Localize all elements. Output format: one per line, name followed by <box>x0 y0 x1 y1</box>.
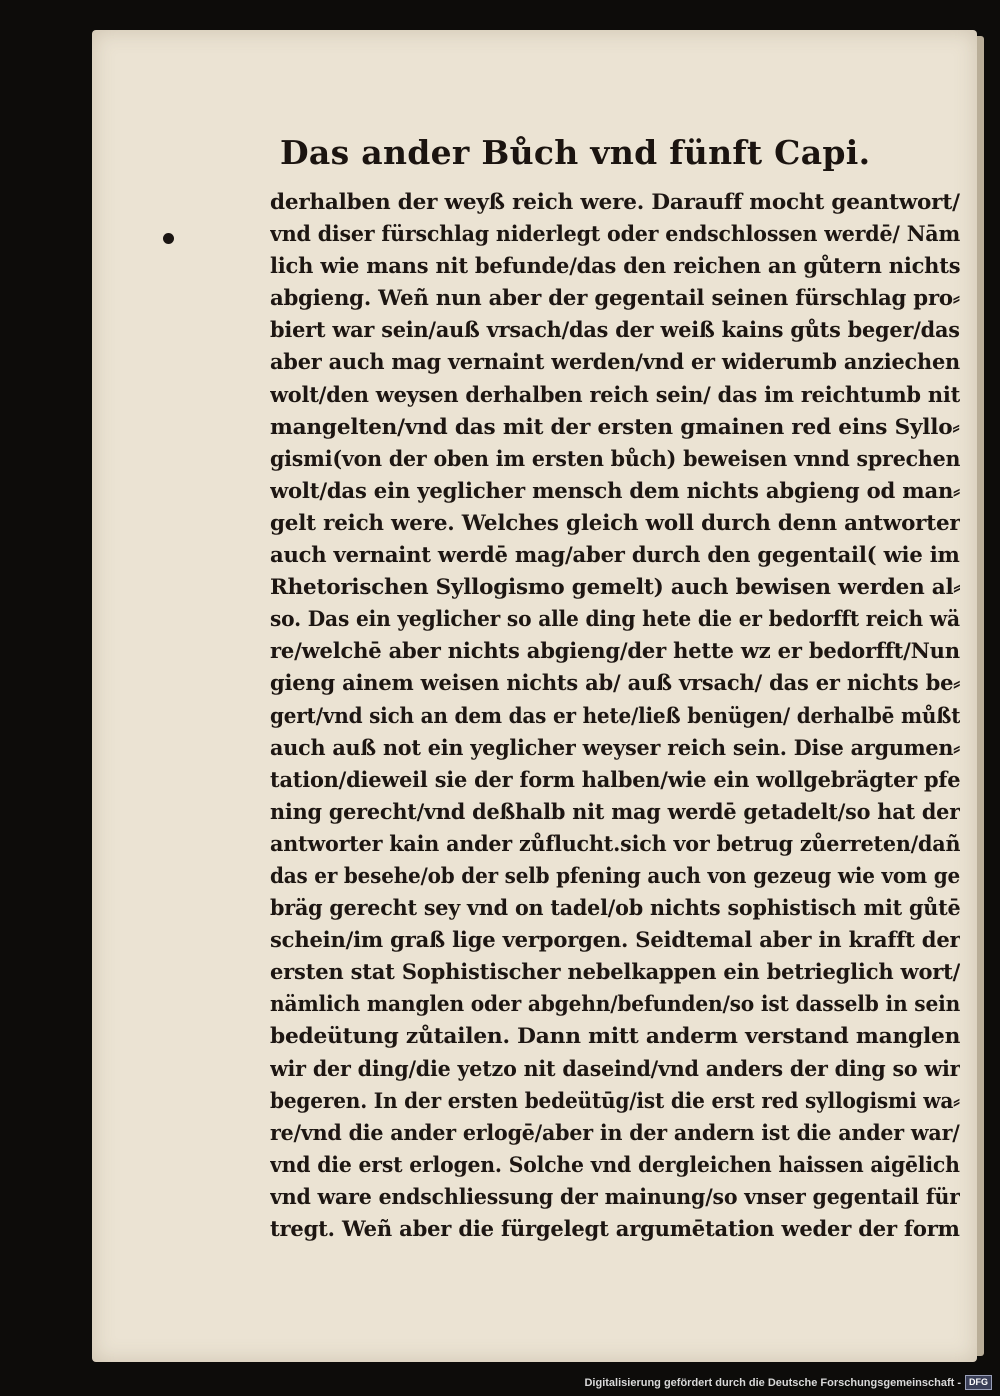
text-line: begeren. In der ersten bedeütūg/ist die erst red syllogismi wa⸗ <box>270 1087 960 1113</box>
text-line: so. Das ein yeglicher so alle ding hete die er bedorfft reich wä <box>270 606 960 632</box>
running-header: Das ander Bůch vnd fünft Capi. <box>280 133 871 172</box>
text-line: vnd die erst erlogen. Solche vnd dergleichen haissen aigēlich <box>270 1151 960 1177</box>
text-line: ersten stat Sophistischer nebelkappen ein betrieglich wort/ <box>270 959 960 985</box>
text-line: das er besehe/ob der selb pfening auch von gezeug wie vom ge <box>270 862 960 888</box>
text-line: schein/im graß lige verporgen. Seidtemal aber in krafft der <box>270 927 960 953</box>
text-line: auch auß not ein yeglicher weyser reich sein. Dise argumen⸗ <box>270 734 960 760</box>
text-line: tation/dieweil sie der form halben/wie ein wollgebrägter pfe <box>270 766 960 792</box>
text-line: wolt/den weysen derhalben reich sein/ das im reichtumb nit <box>270 381 960 407</box>
text-line: gert/vnd sich an dem das er hete/ließ benügen/ derhalbē můßt <box>270 702 960 728</box>
dfg-logo-icon: DFG <box>965 1375 992 1390</box>
text-line: gelt reich were. Welches gleich woll durch denn antworter <box>270 509 960 535</box>
text-line: ning gerecht/vnd deßhalb nit mag werdē getadelt/so hat der <box>270 798 960 824</box>
text-line: gieng ainem weisen nichts ab/ auß vrsach/ das er nichts be⸗ <box>270 670 960 696</box>
text-line: Rhetorischen Syllogismo gemelt) auch bewisen werden al⸗ <box>270 574 960 600</box>
footer-credit: Digitalisierung gefördert durch die Deutsche Forschungsgemeinschaft - <box>584 1376 961 1389</box>
text-line: nämlich manglen oder abgehn/befunden/so ist dasselb in sein <box>270 991 960 1017</box>
text-line: mangelten/vnd das mit der ersten gmainen red eins Syllo⸗ <box>270 413 960 439</box>
text-line: antworter kain ander zůflucht.sich vor betrug zůerreten/dañ <box>270 830 960 856</box>
text-line: wolt/das ein yeglicher mensch dem nichts abgieng od man⸗ <box>270 477 960 503</box>
page-edge <box>977 36 984 1356</box>
text-line: gismi(von der oben im ersten bůch) beweisen vnnd sprechen <box>270 445 960 471</box>
text-line: bedeütung zůtailen. Dann mitt anderm verstand manglen <box>270 1023 960 1049</box>
body-text <box>270 186 960 1245</box>
text-line: re/vnd die ander erlogē/aber in der andern ist die ander war/ <box>270 1119 960 1145</box>
text-line: wir der ding/die yetzo nit daseind/vnd anders der ding so wir <box>270 1055 960 1081</box>
text-line: aber auch mag vernaint werden/vnd er widerumb anziechen <box>270 349 960 375</box>
text-line: derhalben der weyß reich were. Darauff mocht geantwort/ <box>270 189 960 214</box>
text-line: biert war sein/auß vrsach/das der weiß kains gůts beger/das <box>270 317 960 343</box>
text-line: abgieng. Weñ nun aber der gegentail seinen fürschlag pro⸗ <box>270 285 960 311</box>
text-line: re/welchē aber nichts abgieng/der hette wz er bedorfft/Nun <box>270 638 960 664</box>
ink-dot-mark <box>163 233 174 244</box>
text-line: bräg gerecht sey vnd on tadel/ob nichts sophistisch mit gůtē <box>270 895 960 921</box>
text-line: vnd diser fürschlag niderlegt oder endschlossen werdē/ Nām <box>270 221 960 247</box>
text-line: auch vernaint werdē mag/aber durch den gegentail( wie im <box>270 542 960 568</box>
text-line: lich wie mans nit befunde/das den reichen an gůtern nichts <box>270 253 960 279</box>
digitization-footer <box>584 1375 992 1390</box>
text-line: tregt. Weñ aber die fürgelegt argumētation weder der form <box>270 1216 960 1241</box>
text-line: vnd ware endschliessung der mainung/so vnser gegentail für <box>270 1183 960 1209</box>
